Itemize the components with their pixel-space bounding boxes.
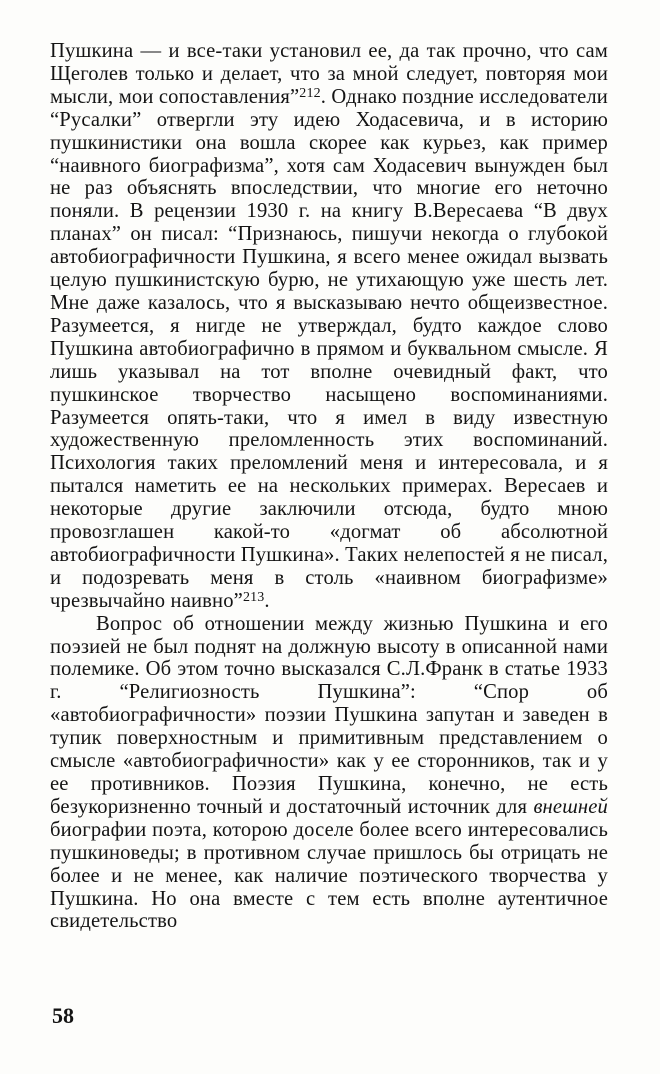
page-body [50, 40, 608, 933]
paragraph-1-text-2: . Однако поздние исследователи “Русалки” отвергли эту идею Ходасевича, и в историю пушкинистики она вошла скорее как курьез, как пример “наивного биографизма”, хотя сам Ходасевич вынужден был не раз объяснять впоследствии, что многие его неточно поняли. В рецензии 1930 г. на книгу В.Вересаева “В двух планах” он писал: “Признаюсь, пишучи некогда о глубокой автобиографичности Пушкина, я всего менее ожидал вызвать целую пушкинистскую бурю, не утихающую уже шесть лет. Мне даже казалось, что я высказываю нечто общеизвестное. Разумеется, я нигде не утверждал, будто каждое слово Пушкина автобиографично в прямом и буквальном смысле. Я лишь указывал на тот вполне очевидный факт, что пушкинское творчество насыщено воспоминаниями. Разумеется опять-таки, что я имел в виду известную художественную преломленность этих воспоминаний. Психология таких преломлений меня и интересовала, и я пытался наметить ее на нескольких примерах. Вересаев и некоторые другие заключили отсюда, будто мною провозглашен какой-то «догмат об абсолютной автобиографичности Пушкина». Таких нелепостей я не писал, и подозревать меня в столь «наивном биографизме» чрезвычайно наивно” [50, 85, 608, 612]
paragraph-1 [50, 40, 608, 613]
paragraph-2-text-2: биографии поэта, которою доселе более всего интересовались пушкиноведы; в противном случае пришлось бы отрицать не более и не менее, как наличие поэтического творчества у Пушкина. Но она вместе с тем есть вполне аутентичное свидетельство [50, 818, 608, 933]
footnote-ref-212: 212 [299, 85, 321, 101]
footnote-ref-213: 213 [242, 589, 265, 605]
page-number: 58 [52, 1003, 74, 1028]
paragraph-2-italic-word: внешней [533, 795, 608, 818]
paragraph-2-text-1: Вопрос об отношении между жизнью Пушкина и его поэзией не был поднят на должную высоту в описанной нами полемике. Об этом точно высказался С.Л.Франк в статье 1933 г. “Религиозность Пушкина”: “Спор об «автобиографичности» поэзии Пушкина запутан и заведен в тупик поверхностным и примитивным представлением о смысле «автобиографичности» как у ее сторонников, так и у ее противников. Поэзия Пушкина, конечно, не есть безукоризненно точный и достаточный источник для [50, 612, 608, 818]
paragraph-1-text-3: . [264, 589, 270, 612]
paragraph-1-text-1: Пушкина — и все-таки установил ее, да так прочно, что сам Щеголев только и делает, что за мной следует, повторяя мои мысли, мои сопоставления” [50, 40, 608, 108]
paragraph-2 [50, 613, 608, 934]
